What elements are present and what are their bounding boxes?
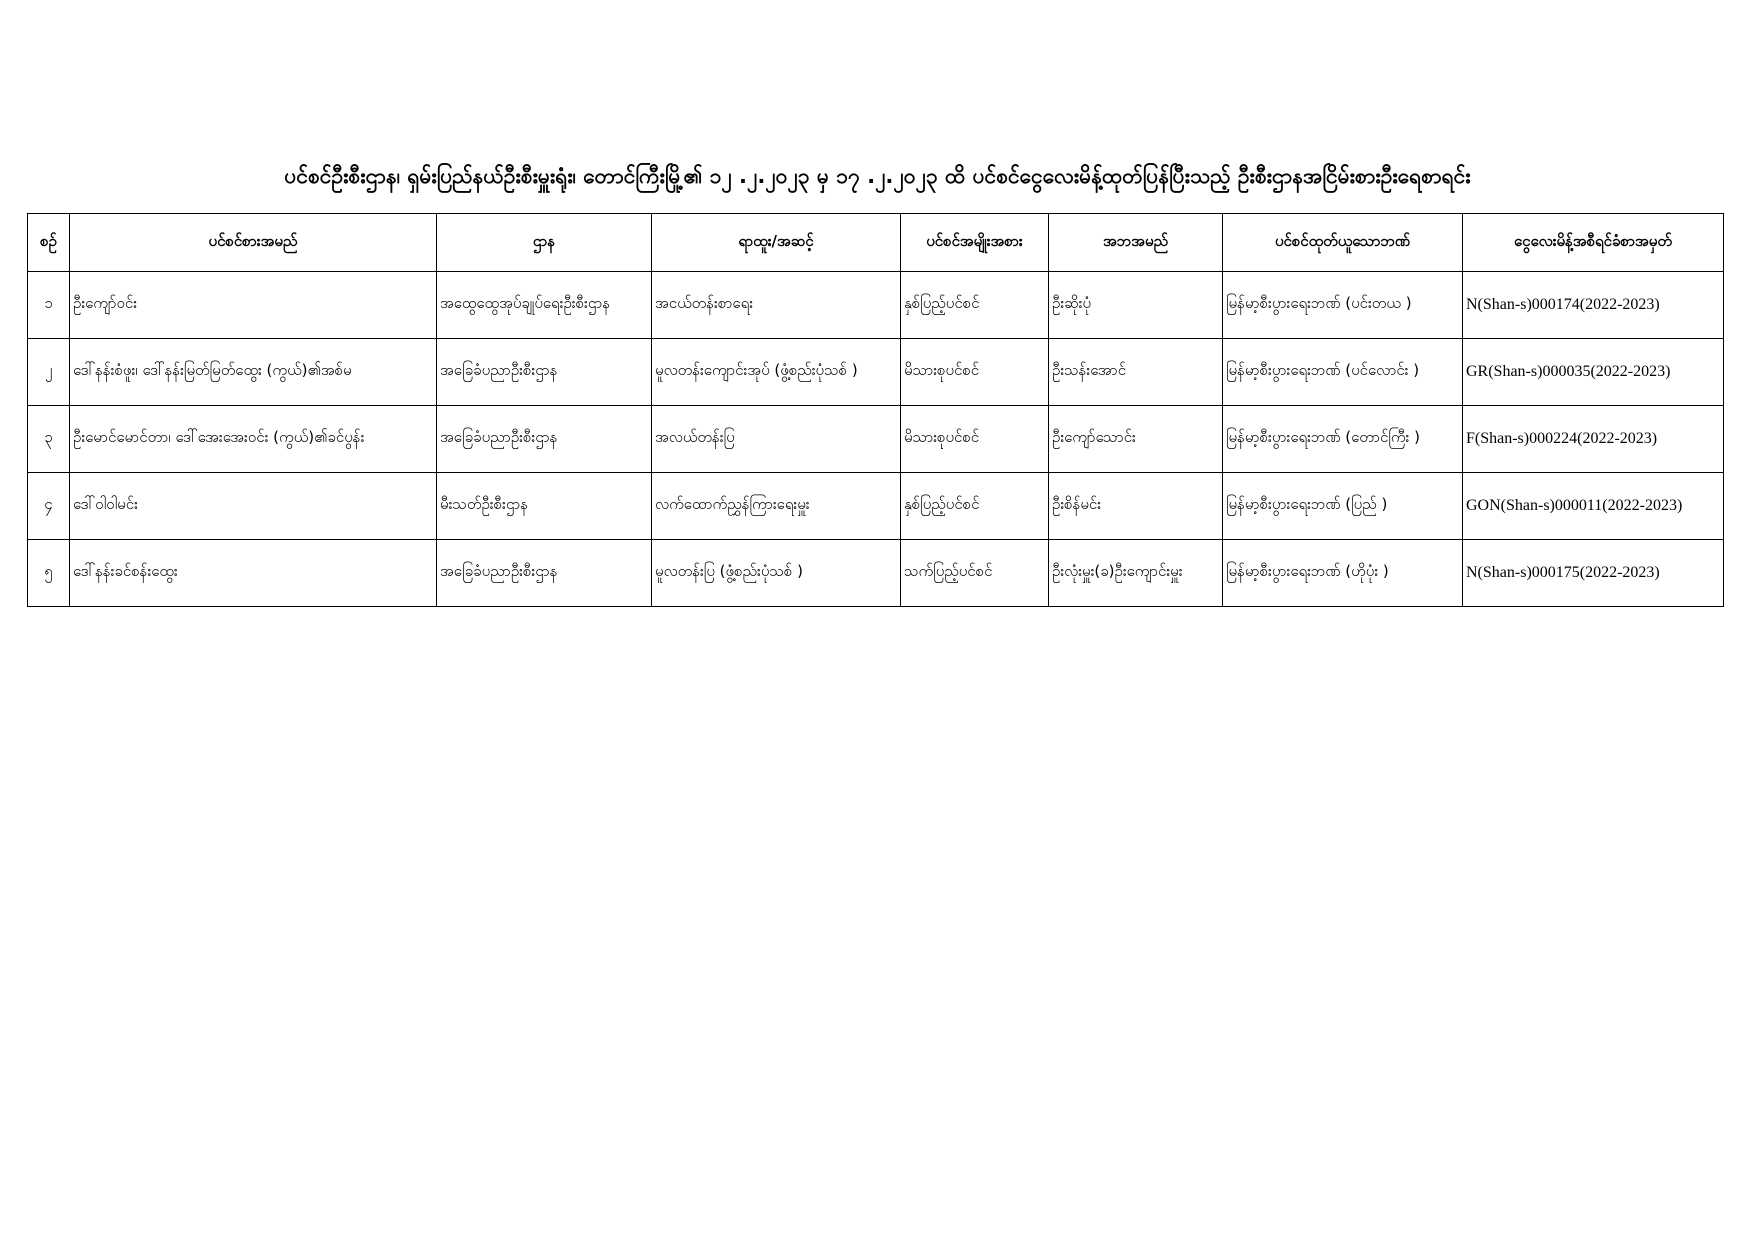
col-header-department: ဌာန xyxy=(437,214,652,272)
pension-table xyxy=(27,213,1724,607)
cell-department: အခြေခံပညာဦးစီးဌာန xyxy=(437,339,652,406)
cell-bank: မြန်မာ့စီးပွားရေးဘဏ် (ဟိုပုံး ) xyxy=(1223,540,1463,607)
cell-serial: ၂ xyxy=(28,339,70,406)
cell-serial: ၁ xyxy=(28,272,70,339)
cell-father-name: ဦးလုံးမှူး(ခ)ဦးကျောင်းမှူး xyxy=(1049,540,1223,607)
col-header-serial: စဉ် xyxy=(28,214,70,272)
cell-pensioner-name: ဦးမောင်မောင်တာ၊ ဒေါ်အေးအေးဝင်း (ကွယ်)၏ခင်ပွန်း xyxy=(70,406,437,473)
header-row xyxy=(28,214,1724,272)
cell-report-no: GR(Shan-s)000035(2022-2023) xyxy=(1463,339,1724,406)
cell-bank: မြန်မာ့စီးပွားရေးဘဏ် (တောင်ကြီး ) xyxy=(1223,406,1463,473)
cell-department: အထွေထွေအုပ်ချုပ်ရေးဦးစီးဌာန xyxy=(437,272,652,339)
table-row xyxy=(28,473,1724,540)
cell-bank: မြန်မာ့စီးပွားရေးဘဏ် (ပင်လောင်း ) xyxy=(1223,339,1463,406)
cell-pension-type: မိသားစုပင်စင် xyxy=(901,406,1049,473)
col-header-pensioner-name: ပင်စင်စားအမည် xyxy=(70,214,437,272)
cell-department: အခြေခံပညာဦးစီးဌာန xyxy=(437,540,652,607)
cell-serial: ၃ xyxy=(28,406,70,473)
col-header-pension-type: ပင်စင်အမျိုးအစား xyxy=(901,214,1049,272)
cell-serial: ၅ xyxy=(28,540,70,607)
cell-father-name: ဦးစိန်မင်း xyxy=(1049,473,1223,540)
cell-father-name: ဦးသန်းအောင် xyxy=(1049,339,1223,406)
cell-rank: မူလတန်းကျောင်းအုပ် (ဖွံ့စည်းပုံသစ် ) xyxy=(652,339,901,406)
cell-bank: မြန်မာ့စီးပွားရေးဘဏ် (ပြည် ) xyxy=(1223,473,1463,540)
cell-rank: အလယ်တန်းပြ xyxy=(652,406,901,473)
cell-pensioner-name: ဒေါ်ဝါဝါမင်း xyxy=(70,473,437,540)
cell-department: မီးသတ်ဦးစီးဌာန xyxy=(437,473,652,540)
table-row xyxy=(28,272,1724,339)
cell-rank: အငယ်တန်းစာရေး xyxy=(652,272,901,339)
table-row xyxy=(28,406,1724,473)
cell-report-no: GON(Shan-s)000011(2022-2023) xyxy=(1463,473,1724,540)
cell-rank: မူလတန်းပြ (ဖွံ့စည်းပုံသစ် ) xyxy=(652,540,901,607)
cell-bank: မြန်မာ့စီးပွားရေးဘဏ် (ပင်းတယ ) xyxy=(1223,272,1463,339)
table-row xyxy=(28,339,1724,406)
cell-pensioner-name: ဒေါ်နန်းခင်စန်းထွေး xyxy=(70,540,437,607)
document-title: ပင်စင်ဦးစီးဌာန၊ ရှမ်းပြည်နယ်ဦးစီးမှူးရုံး၊ တောင်ကြီးမြို့၏ ၁၂ .၂.၂၀၂၃ မှ ၁၇ .၂.၂၀၂၃ ထိ ပင်စင်ငွေလေးမိန့်ထုတ်ပြန်ပြီးသည့် ဦးစီးဌာနအငြိမ်းစားဦးရေစာရင်း xyxy=(284,164,1471,188)
col-header-bank: ပင်စင်ထုတ်ယူသောဘဏ် xyxy=(1223,214,1463,272)
cell-pension-type: မိသားစုပင်စင် xyxy=(901,339,1049,406)
cell-pensioner-name: ဒေါ်နန်းစံဖူး၊ ဒေါ်နန်းမြတ်မြတ်ထွေး (ကွယ်)၏အစ်မ xyxy=(70,339,437,406)
cell-rank: လက်ထောက်ညွှန်ကြားရေးမှူး xyxy=(652,473,901,540)
cell-report-no: N(Shan-s)000174(2022-2023) xyxy=(1463,272,1724,339)
table-row xyxy=(28,540,1724,607)
cell-pensioner-name: ဦးကျော်ဝင်း xyxy=(70,272,437,339)
cell-serial: ၄ xyxy=(28,473,70,540)
col-header-father-name: အဘအမည် xyxy=(1049,214,1223,272)
cell-father-name: ဦးဆိုးပုံ xyxy=(1049,272,1223,339)
cell-report-no: N(Shan-s)000175(2022-2023) xyxy=(1463,540,1724,607)
cell-father-name: ဦးကျော်သောင်း xyxy=(1049,406,1223,473)
cell-pension-type: နှစ်ပြည့်ပင်စင် xyxy=(901,473,1049,540)
cell-pension-type: သက်ပြည့်ပင်စင် xyxy=(901,540,1049,607)
cell-pension-type: နှစ်ပြည့်ပင်စင် xyxy=(901,272,1049,339)
col-header-report-no: ငွေလေးမိန့်အစီရင်ခံစာအမှတ် xyxy=(1463,214,1724,272)
cell-department: အခြေခံပညာဦးစီးဌာန xyxy=(437,406,652,473)
col-header-rank: ရာထူး/အဆင့် xyxy=(652,214,901,272)
cell-report-no: F(Shan-s)000224(2022-2023) xyxy=(1463,406,1724,473)
